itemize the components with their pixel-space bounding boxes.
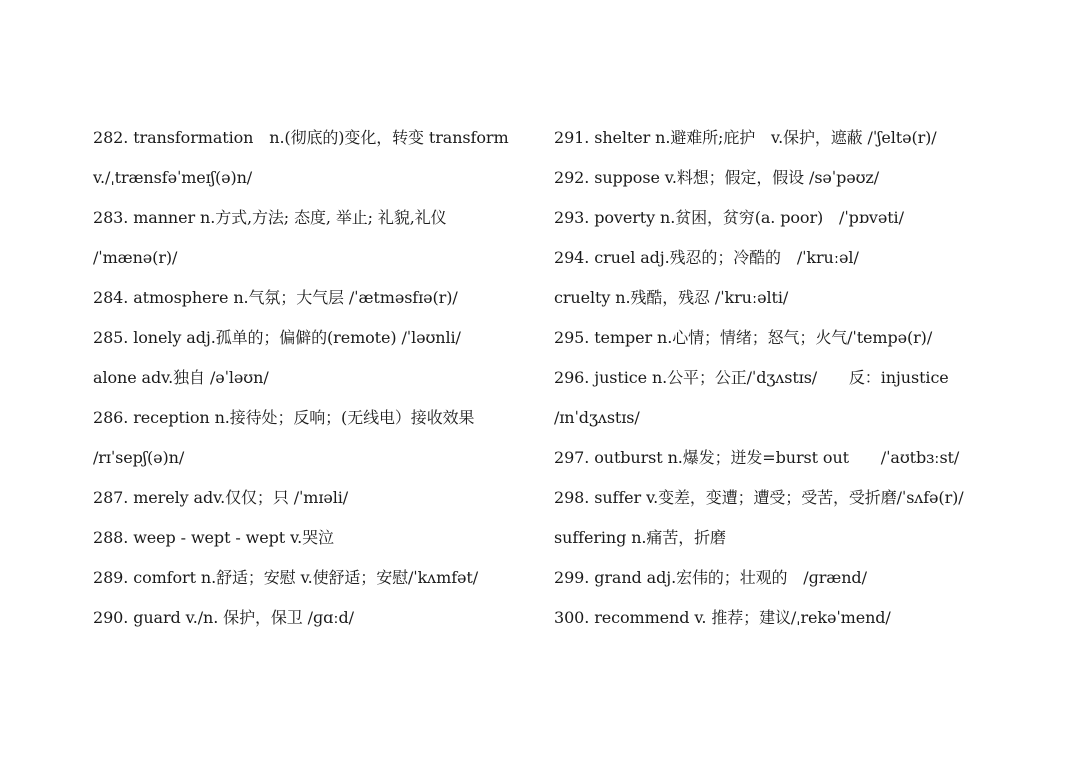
entry-line: suffering n.痛苦，折磨	[554, 528, 726, 547]
entry-line: 297. outburst n.爆发；迸发=burst out /ˈaʊtbɜːst/	[554, 448, 960, 467]
entry-line: 296. justice n.公平；公正/ˈdʒʌstɪs/ 反：injustice	[554, 368, 949, 387]
entry-line: alone adv.独自 /əˈləʊn/	[93, 368, 269, 387]
entry-line: 290. guard v./n. 保护，保卫 /ɡɑːd/	[93, 608, 354, 627]
entry-line: 294. cruel adj.残忍的；冷酷的 /ˈkruːəl/	[554, 248, 859, 267]
entry-line: /ˈmænə(r)/	[93, 248, 178, 267]
entry-line: 288. weep - wept - wept v.哭泣	[93, 528, 334, 547]
entry-line: 299. grand adj.宏伟的；壮观的 /ɡrænd/	[554, 568, 867, 587]
left-column	[93, 118, 563, 638]
entry-line: cruelty n.残酷，残忍 /ˈkruːəlti/	[554, 288, 789, 307]
entry-line: 287. merely adv.仅仅；只 /ˈmɪəli/	[93, 488, 349, 507]
entry-line: 286. reception n.接待处；反响；(无线电）接收效果	[93, 408, 475, 427]
entry-line: 291. shelter n.避难所;庇护 v.保护，遮蔽 /ˈʃeltə(r)/	[554, 128, 937, 147]
entry-line: 293. poverty n.贫困，贫穷(a. poor) /ˈpɒvəti/	[554, 208, 904, 227]
entry-line: 292. suppose v.料想；假定，假设 /səˈpəʊz/	[554, 168, 880, 187]
entry-line: 282. transformation n.(彻底的)变化，转变 transform	[93, 128, 509, 147]
entry-line: 285. lonely adj.孤单的；偏僻的(remote) /ˈləʊnli/	[93, 328, 461, 347]
entry-line: 300. recommend v. 推荐；建议/ˌrekəˈmend/	[554, 608, 891, 627]
entry-line: v./ˌtrænsfəˈmeɪʃ(ə)n/	[93, 168, 253, 187]
entry-line: /ɪnˈdʒʌstɪs/	[554, 408, 640, 427]
entry-line: 289. comfort n.舒适；安慰 v.使舒适；安慰/ˈkʌmfət/	[93, 568, 479, 587]
entry-line: /rɪˈsepʃ(ə)n/	[93, 448, 185, 467]
entry-line: 284. atmosphere n.气氛；大气层 /ˈætməsfɪə(r)/	[93, 288, 458, 307]
entry-line: 298. suffer v.变差，变遭；遭受；受苦，受折磨/ˈsʌfə(r)/	[554, 488, 964, 507]
entry-line: 283. manner n.方式,方法; 态度, 举止; 礼貌,礼仪	[93, 208, 447, 227]
entry-line: 295. temper n.心情；情绪；怒气；火气/ˈtempə(r)/	[554, 328, 933, 347]
right-column	[554, 118, 1054, 638]
